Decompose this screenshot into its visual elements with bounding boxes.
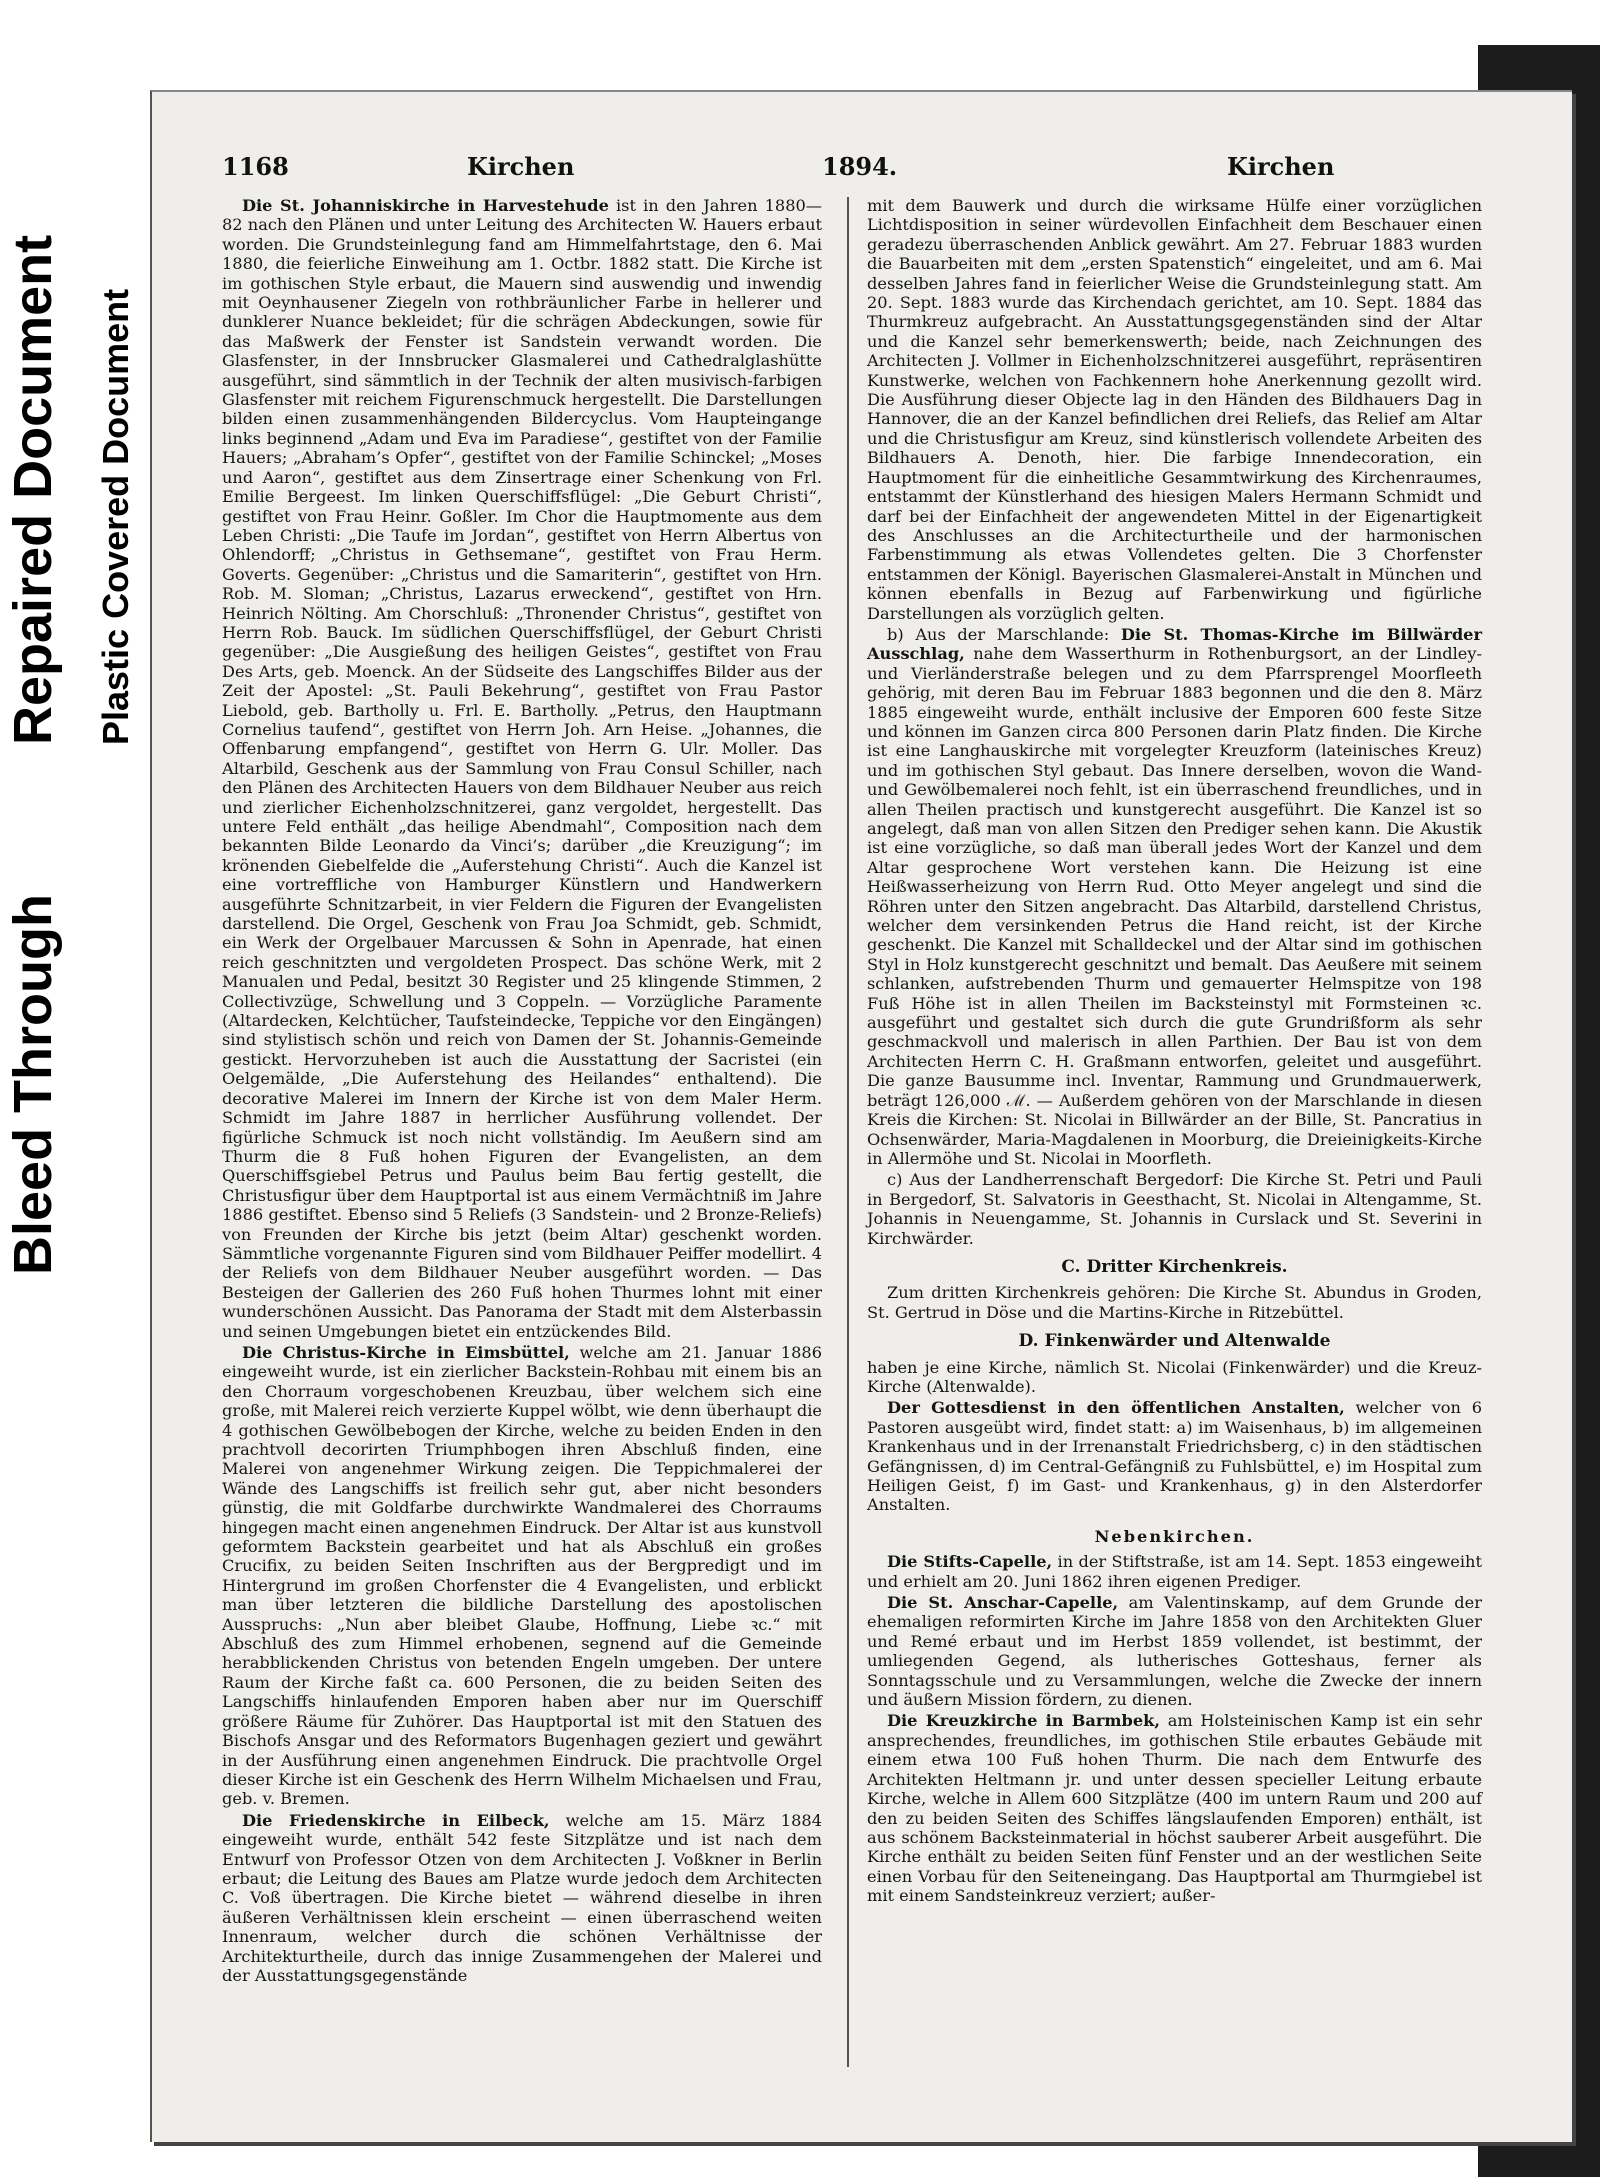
paragraph-lead: Der Gottesdienst in den öffentlichen Anstalten,: [887, 1398, 1345, 1418]
paragraph-text: am Holsteinischen Kamp ist ein sehr ansprechendes, freundliches, im gothischen Stile erbautes Gebäude mit einem etwa 100 Fuß hohen Thurm. Die nach dem Entwurfe des Architekten Heltmann jr. und unter dessen specieller Leitung erbaute Kirche, welche in Allem 600 Sitzplätze (400 im untern Raum und 200 auf den zu beiden Seiten des Schiffes längslaufenden Emporen) enthält, ist aus schönem Backsteinmaterial in höchst sauberer Arbeit ausgeführt. Die Kirche enthält zu beiden Seiten fünf Fenster und an der westlichen Seite einen Vorbau für den Seiteneingang. Das Hauptportal am Thurmgiebel ist mit einem Sandsteinkreuz verziert; außer-: [867, 1711, 1482, 1906]
scanned-page: [150, 90, 1572, 2142]
paragraph-lead: Die Christus-Kirche in Eimsbüttel,: [242, 1342, 570, 1362]
paragraph-lead: Die St. Johanniskirche in Harvestehude: [242, 196, 609, 215]
page-header: [222, 152, 1482, 192]
paragraph-text: in der Stiftstraße, ist am 14. Sept. 1853 eingeweiht und erhielt am 20. Juni 1862 ihren eigenen Prediger.: [867, 1552, 1482, 1591]
paragraph-marschlande: [867, 625, 1482, 1168]
paragraph-text: nahe dem Wasserthurm in Rothenburgsort, an der Lindley- und Vierländerstraße belegen und zu dem Pfarrsprengel Moorfleeth gehörig, mit deren Bau im Februar 1883 begonnen und die den 8. März 1885 eingeweiht wurde, enthält inclusive der Emporen 600 feste Sitze und können im Ganzen circa 800 Personen darin Platz finden. Die Kirche ist eine Langhauskirche mit vorgelegter Kreuzform (lateinisches Kreuz) und im gothischen Styl gebaut. Das Innere derselben, wovon die Wand- und Gewölbemalerei noch fehlt, ist ein überraschend freundliches, und in allen Theilen practisch und kunstgerecht ausgeführt. Die Kanzel ist so angelegt, daß man von allen Sitzen den Prediger sehen kann. Die Akustik ist eine vorzügliche, so daß man überall jedes Wort der Kanzel und dem Altar gesprochene Wort verstehen kann. Die Heizung ist eine Heißwasserheizung von Herrn Rud. Otto Meyer angelegt und sind die Röhren unter den Sitzen angebracht. Das Altarbild, darstellend Christus, welcher dem versinkenden Petrus die Hand reicht, ist der Kirche geschenkt. Die Kanzel mit Schalldeckel und der Altar sind im gothischen Styl in Holz kunstgerecht geschnitzt und bemalt. Das Aeußere mit seinem schlanken, aufstrebenden Thurm und gemauerter Helmspitze von 198 Fuß Höhe ist in allen Theilen im Backsteinstyl mit Formsteinen ꝛc. ausgeführt und gestaltet sich durch die gute Grundrißform als sehr geschmackvoll und malerisch in allen Parthien. Der Bau ist von dem Architecten Herrn C. H. Graßmann entworfen, geleitet und ausgeführt. Die ganze Bausumme incl. Inventar, Rammung und Grundmauerwerk, beträgt 126,000 ℳ. — Außerdem gehören von der Marschlande in diesen Kreis die Kirchen: St. Nicolai in Billwärder an der Bille, St. Pancratius in Ochsenwärder, Maria-Magdalenen in Moorburg, die Dreieinigkeits-Kirche in Allermöhe und St. Nicolai in Moorfleth.: [867, 644, 1482, 1168]
side-label-strip: [0, 0, 150, 2177]
left-column: [222, 196, 822, 1987]
column-divider: [847, 197, 849, 2067]
paragraph-anschar-capelle: [867, 1593, 1482, 1709]
section-title-nebenkirchen: Nebenkirchen.: [1094, 1526, 1255, 1546]
paragraph-text: welche am 15. März 1884 eingeweiht wurde, enthält 542 feste Sitzplätze und ist nach dem Entwurf von Professor Otzen von dem Architecten J. Voßkner in Berlin erbaut; die Leitung des Baues am Platze wurde jedoch dem Architecten C. Voß übertragen. Die Kirche bietet — während dieselbe in ihren äußeren Verhältnissen klein erscheint — einen überraschend weiten Innenraum, welcher durch die schönen Verhältnisse der Architekturtheile, durch das innige Zusammengehen der Malerei und der Ausstattungsgegenstände: [222, 1810, 822, 1985]
paragraph-johanniskirche: [222, 196, 822, 1341]
subsection-label: c) Aus der Landherrenschaft Bergedorf:: [887, 1170, 1224, 1190]
paragraph-section-c: Zum dritten Kirchenkreis gehören: Die Kirche St. Abundus in Groden, St. Gertrud in Döse und die Martins-Kirche in Ritzebüttel.: [867, 1283, 1482, 1322]
paragraph-text: ist in den Jahren 1880—82 nach den Plänen und unter Leitung des Architecten W. Hauers erbaut worden. Die Grundsteinlegung fand am Himmelfahrtstage, den 6. Mai 1880, die feierliche Einweihung am 1. Octbr. 1882 statt. Die Kirche ist im gothischen Style erbaut, die Mauern sind auswendig und inwendig mit Oeynhausener Ziegeln von rothbräunlicher Farbe in hellerer und dunklerer Nuance bekleidet; für die schrägen Abdeckungen, sowie für das Maßwerk der Fenster ist Sandstein verwandt worden. Die Glasfenster, in der Innsbrucker Glasmalerei und Cathedralglashütte ausgeführt, sind sämmtlich in der Technik der alten musivisch-farbigen Glasfenster mit reichem Figurenschmuck hergestellt. Die Darstellungen bilden einen zusammenhängenden Bildercyclus. Vom Haupteingange links beginnend „Adam und Eva im Paradiese“, gestiftet von der Familie Hauers; „Abraham’s Opfer“, gestiftet von der Familie Schinckel; „Moses und Aaron“, gestiftet aus dem Zinsertrage einer Schenkung von Frl. Emilie Bergeest. Im linken Querschiffsflügel: „Die Geburt Christi“, gestiftet von Frau Heinr. Goßler. Im Chor die Hauptmomente aus dem Leben Christi: „Die Taufe im Jordan“, gestiftet von Herrn Albertus von Ohlendorff; „Christus in Gethsemane“, gestiftet von Frau Herm. Goverts. Gegenüber: „Christus und die Samariterin“, gestiftet von Hrn. Rob. M. Sloman; „Christus, Lazarus erweckend“, gestiftet von Hrn. Heinrich Nölting. Am Chorschluß: „Thronender Christus“, gestiftet von Herrn Rob. Bauck. Im südlichen Querschiffsflügel, der Geburt Christi gegenüber: „Die Ausgießung des heiligen Geistes“, gestiftet von Frau Des Arts, geb. Moenck. An der Südseite des Langschiffes Bilder aus der Zeit der Apostel: „St. Pauli Bekehrung“, gestiftet von Frau Pastor Liebold, geb. Bartholly u. Frl. E. Bartholly. „Petrus, den Hauptmann Cornelius taufend“, gestiftet von Herrn Joh. Arn Heise. „Johannes, die Offenbarung empfangend“, gestiftet von Herrn G. Ulr. Moller. Das Altarbild, Geschenk aus der Sammlung von Frau Consul Schiller, nach den Plänen des Architecten Hauers von dem Bildhauer Neuber aus reich und zierlicher Eichenholzschnitzerei, ganz vergoldet, hergestellt. Das untere Feld enthält „das heilige Abendmahl“, Composition nach dem bekannten Bilde Leonardo da Vinci’s; darüber „die Kreuzigung“; im krönenden Giebelfelde die „Auferstehung Christi“. Auch die Kanzel ist eine vortreffliche von Hamburger Künstlern und Handwerkern ausgeführte Schnitzarbeit, in vier Feldern die Figuren der Evangelisten darstellend. Die Orgel, Geschenk von Frau Joa Schmidt, geb. Schmidt, ein Werk der Orgelbauer Marcussen & Sohn in Apenrade, hat einen reich geschnitzten und vergoldeten Prospect. Das schöne Werk, mit 2 Manualen und Pedal, besitzt 30 Register und 25 klingende Stimmen, 2 Collectivzüge, Schwellung und 3 Coppeln. — Vorzügliche Paramente (Altardecken, Kelchtücher, Taufsteindecke, Teppiche vor den Eingängen) sind stylistisch schön und reich von Damen der St. Johannis-Gemeinde gestickt. Hervorzuheben ist auch die Ausstattung der Sacristei (ein Oelgemälde, „Die Auferstehung des Heilandes“ enthaltend). Die decorative Malerei im Innern der Kirche ist von dem Maler Herm. Schmidt im Jahre 1887 in herrlicher Ausführung vollendet. Der figürliche Schmuck ist noch nicht vollständig. Im Aeußern sind am Thurm die 8 Fuß hohen Figuren der Evangelisten, an dem Querschiffsgiebel Petrus und Paulus beim Bau fertig gestellt, die Christusfigur über dem Hauptportal ist aus einem Vermächtniß im Jahre 1886 gestiftet. Ebenso sind 5 Reliefs (3 Sandstein- und 2 Bronze-Reliefs) von Freunden der Kirche bis jetzt (beim Altar) geschenkt worden. Sämmtliche vorgenannte Figuren sind vom Bildhauer Peiffer modellirt. 4 der Reliefs von dem Bildhauer Neuber ausgeführt worden. — Das Besteigen der Gallerien des 260 Fuß hohen Thurmes lohnt mit einer wunderschönen Aussicht. Das Panorama der Stadt mit dem Alsterbassin und seinen Umgebungen bietet ein entzückendes Bild.: [222, 196, 822, 1341]
paragraph-text: welche am 21. Januar 1886 eingeweiht wurde, ist ein zierlicher Backstein-Rohbau mit einem bis an den Chorraum vorgeschobenen Kreuzbau, über welchem sich eine große, mit Malerei reich verzierte Kuppel wölbt, wie denn überhaupt die 4 gothischen Gewölbebogen der Kirche, welche zu beiden Enden in den prachtvoll decorirten Triumphbogen ihren Abschluß finden, eine Malerei von angenehmer Wirkung zeigen. Die Teppichmalerei der Wände des Langschiffs ist freilich sehr gut, aber nicht besonders günstig, die mit Goldfarbe durchwirkte Wandmalerei des Chorraums hingegen macht einen angenehmen Eindruck. Der Altar ist aus kunstvoll geformtem Backstein gearbeitet und hat als Abschluß ein großes Crucifix, zu beiden Seiten Inschriften aus der Bergpredigt und im Hintergrund im großen Chorfenster die 4 Evangelisten, und erblickt man über letzteren die bildliche Darstellung des apostolischen Ausspruchs: „Nun aber bleibet Glaube, Hoffnung, Liebe ꝛc.“ mit Abschluß des zum Himmel erhobenen, segnend auf die Gemeinde herabblickenden Christus von betenden Engeln umgeben. Der untere Raum der Kirche faßt ca. 600 Personen, die zu beiden Seiten des Langschiffs hinlaufenden Emporen haben aber nur im Querschiff größere Räume für Zuhörer. Das Hauptportal ist mit den Statuen des Bischofs Ansgar und des Reformators Bugenhagen geziert und gewährt in der Ausführung einen angenehmen Eindruck. Die prachtvolle Orgel dieser Kirche ist ein Geschenk des Herrn Wilhelm Michaelsen und Frau, geb. v. Bremen.: [222, 1342, 822, 1809]
paragraph-continuation: mit dem Bauwerk und durch die wirksame Hülfe einer vorzüglichen Lichtdisposition in seiner würdevollen Einfachheit dem Beschauer einen geradezu überraschenden Anblick gewährt. Am 27. Februar 1883 wurden die Bauarbeiten mit dem „ersten Spatenstich“ eingeleitet, und am 6. Mai desselben Jahres fand in feierlicher Weise die Grundsteinlegung statt. Am 20. Sept. 1883 wurde das Kirchendach gerichtet, am 10. Sept. 1884 das Thurmkreuz aufgebracht. An Ausstattungsgegenständen sind der Altar und die Kanzel sehr bemerkenswerth; beide, nach Zeichnungen des Architecten J. Vollmer in Eichenholzschnitzerei ausgeführt, repräsentiren Kunstwerke, welchen von Fachkennern hohe Anerkennung gezollt wird. Die Ausführung dieser Objecte lag in den Händen des Bildhauers Dag in Hannover, die an der Kanzel befindlichen drei Reliefs, das Relief am Altar und die Christusfigur am Kreuz, sind künstlerisch vollendete Arbeiten des Bildhauers A. Denoth, hier. Die farbige Innendecoration, ein Hauptmoment für die einheitliche Gesammtwirkung des Kirchenraumes, entstammt der Künstlerhand des hiesigen Malers Hermann Schmidt und darf bei der Einfachheit der angewendeten Mittel in der Eigenartigkeit des Anschlusses an die Architecturtheile und der harmonischen Farbenstimmung als etwas Vollendetes gelten. Die 3 Chorfenster entstammen der Königl. Bayerischen Glasmalerei-Anstalt in München und können ebenfalls in Bezug auf Farbenwirkung und figürliche Darstellungen als vorzüglich gelten.: [867, 196, 1482, 623]
paragraph-bergedorf: [867, 1170, 1482, 1248]
paragraph-text: Die Kirche St. Petri und Pauli in Bergedorf, St. Salvatoris in Geesthacht, St. Nicolai in Altengamme, St. Johannis in Neuengamme, St. Johannis in Curslack und St. Severini in Kirchwärder.: [867, 1170, 1482, 1248]
right-column: [867, 196, 1482, 1908]
running-title-right: Kirchen: [1227, 152, 1335, 181]
running-title-left: Kirchen: [467, 152, 575, 181]
bleed-through-label: Bleed Through: [3, 894, 63, 1275]
repaired-document-label: Repaired Document: [3, 234, 63, 745]
paragraph-section-d: haben je eine Kirche, nämlich St. Nicolai (Finkenwärder) und die Kreuz-Kirche (Altenwalde).: [867, 1357, 1482, 1396]
paragraph-christuskirche: [222, 1343, 822, 1809]
header-year: 1894.: [822, 152, 898, 181]
section-title-d: D. Finkenwärder und Altenwalde: [1018, 1331, 1331, 1352]
paragraph-text: am Valentinskamp, auf dem Grunde der ehemaligen reformirten Kirche im Jahre 1858 von den Architekten Gluer und Remé erbaut und im Herbst 1859 vollendet, ist bestimmt, der umliegenden Gegend, als lutherisches Gotteshaus, ferner als Sonntagsschule und zu Versammlungen, welche die Zwecke der innern und äußern Mission fördern, zu dienen.: [867, 1593, 1482, 1710]
section-title-c: C. Dritter Kirchenkreis.: [1061, 1256, 1288, 1277]
paragraph-lead: Die Kreuzkirche in Barmbek,: [887, 1711, 1160, 1731]
page-number: 1168: [222, 152, 289, 181]
paragraph-friedenskirche: [222, 1811, 822, 1986]
paragraph-lead: Die St. Thomas-Kirche im Billwärder Ausschlag,: [867, 624, 1482, 664]
paragraph-lead: Die St. Anschar-Capelle,: [887, 1593, 1119, 1613]
paragraph-lead: Die Friedenskirche in Eilbeck,: [242, 1810, 550, 1830]
paragraph-kreuzkirche: [867, 1711, 1482, 1905]
plastic-covered-label: Plastic Covered Document: [95, 288, 136, 745]
paragraph-text: welcher von 6 Pastoren ausgeübt wird, findet statt: a) im Waisenhaus, b) im allgemeinen Krankenhaus und in der Irrenanstalt Friedrichsberg, c) in den städtischen Gefängnissen, d) im Central-Gefängniß zu Fuhlsbüttel, e) im Hospital zum Heiligen Geist, f) im Gast- und Krankenhaus, g) in den Alsterdorfer Anstalten.: [867, 1398, 1482, 1515]
paragraph-gottesdienst: [867, 1398, 1482, 1514]
paragraph-stifts-capelle: [867, 1552, 1482, 1591]
page-content: [222, 152, 1482, 2072]
subsection-label: b) Aus der Marschlande:: [887, 624, 1110, 644]
paragraph-lead: Die Stifts-Capelle,: [887, 1552, 1053, 1572]
